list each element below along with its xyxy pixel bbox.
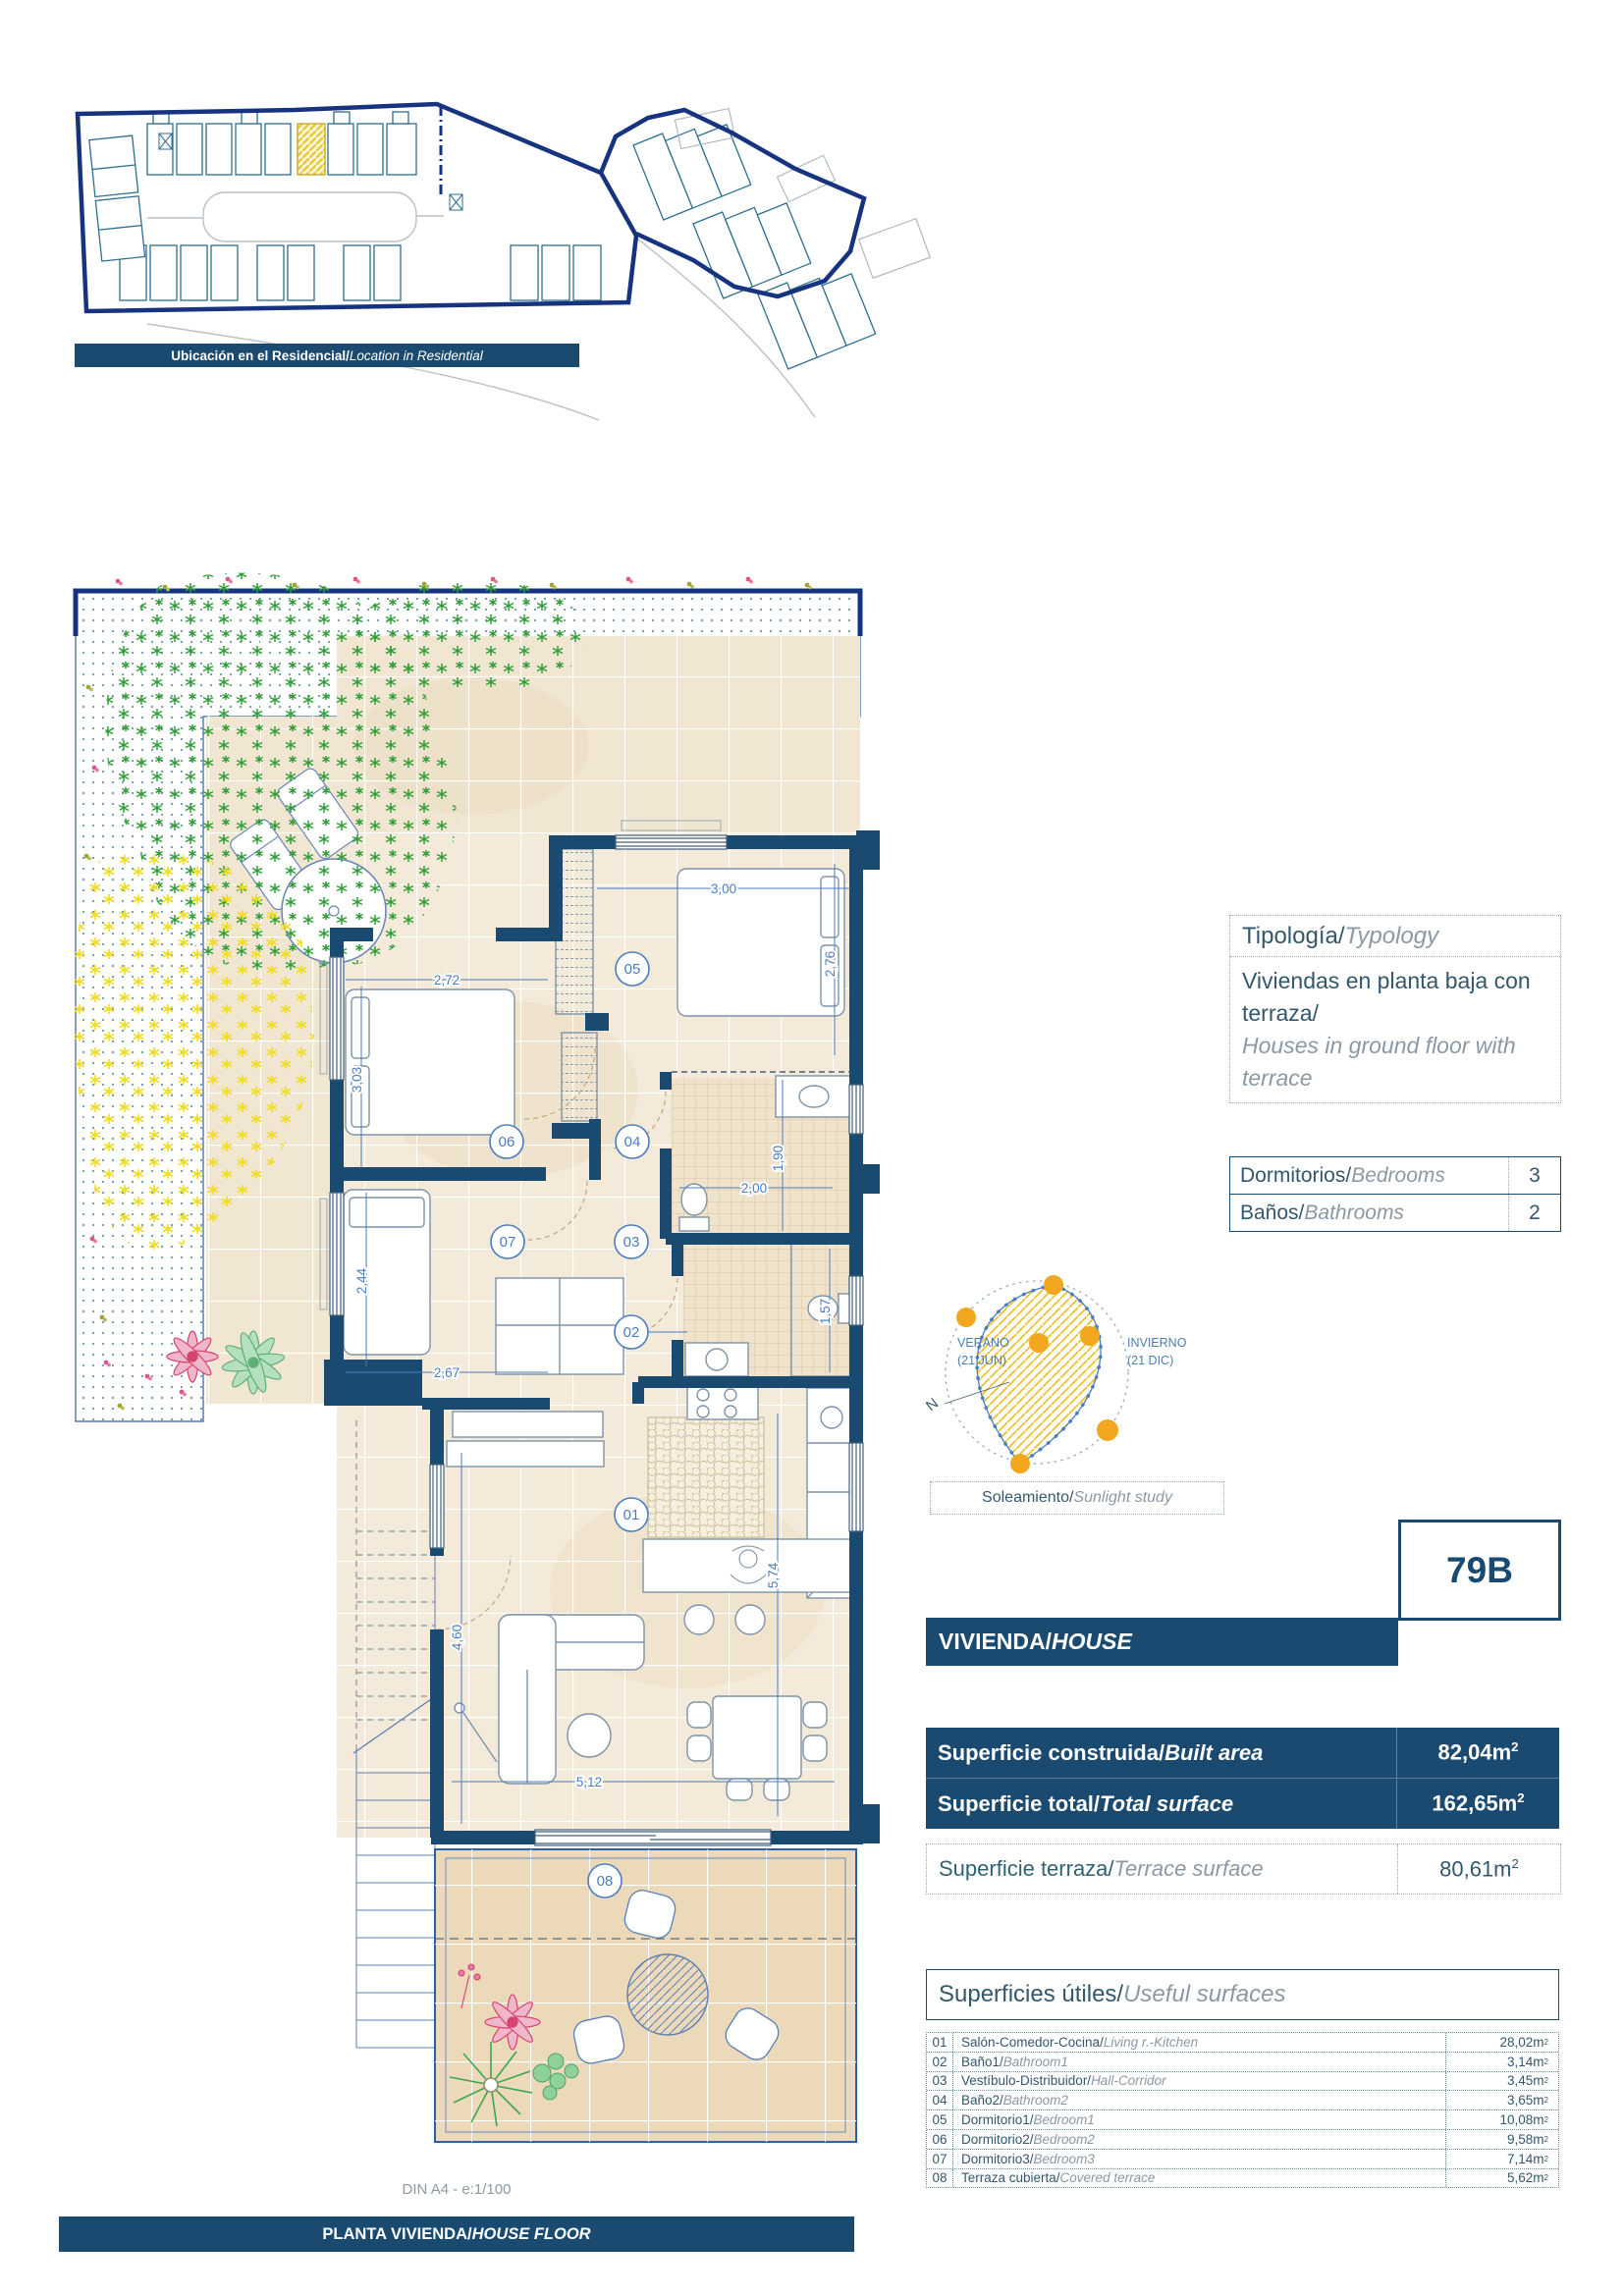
sunlight-study-diagram: [913, 1261, 1242, 1477]
row-name-es: Salón-Comedor-Cocina/: [961, 2034, 1104, 2050]
svg-text:VERANO: VERANO: [957, 1336, 1009, 1350]
row-num: 04: [927, 2091, 953, 2109]
site-caption-es: Ubicación en el Residencial/: [171, 347, 350, 363]
row-name-en: Bedroom2: [1033, 2131, 1095, 2147]
svg-text:4,60: 4,60: [450, 1624, 464, 1651]
row-name-en: Hall-Corridor: [1091, 2073, 1166, 2089]
bedrooms-label-en: Bedrooms: [1351, 1163, 1445, 1187]
svg-text:04: 04: [623, 1134, 641, 1150]
row-num: 01: [927, 2033, 953, 2052]
svg-text:06: 06: [498, 1134, 515, 1150]
row-name-en: Bathroom2: [1002, 2093, 1068, 2109]
row-area: 9,58m 2: [1445, 2130, 1558, 2149]
row-name-es: Dormitorio1/: [961, 2112, 1034, 2128]
site-houses-bottom-row: [120, 245, 601, 300]
table-row: [927, 2109, 1558, 2129]
row-name-en: Living r.-Kitchen: [1103, 2034, 1199, 2050]
svg-text:3,03: 3,03: [350, 1066, 364, 1094]
total-area-label-en: Total surface: [1100, 1790, 1234, 1816]
house-header-en: HOUSE: [1052, 1629, 1132, 1654]
total-area-label-es: Superficie total/: [938, 1790, 1101, 1816]
typology-text-en: Houses in ground floor with terrace: [1242, 1033, 1516, 1091]
house-header-bar: [926, 1618, 1398, 1666]
site-houses-right-section: [633, 110, 876, 369]
row-name-en: Bedroom3: [1033, 2151, 1095, 2166]
svg-text:(21 DIC): (21 DIC): [1127, 1354, 1174, 1367]
site-houses-top-row: [147, 112, 416, 175]
svg-text:02: 02: [623, 1324, 640, 1341]
site-houses-left-block: [89, 135, 145, 261]
row-area: 28,02m 2: [1445, 2033, 1558, 2052]
bedrooms-label: [1230, 1164, 1508, 1188]
house-header-es: VIVIENDA/: [939, 1629, 1053, 1654]
row-name-en: Covered terrace: [1059, 2170, 1156, 2186]
row-num: 03: [927, 2072, 953, 2091]
svg-text:5,74: 5,74: [766, 1562, 781, 1589]
typology-title-en: Typology: [1344, 923, 1439, 949]
svg-text:03: 03: [623, 1234, 640, 1251]
bathrooms-value: 2: [1508, 1195, 1560, 1231]
bathrooms-row: [1230, 1194, 1560, 1231]
table-row: [927, 2129, 1558, 2149]
table-row: [927, 2033, 1558, 2052]
residential-site-plan: [54, 54, 1036, 466]
total-area-value: $162,65m^2$: [1432, 1790, 1525, 1816]
svg-text:07: 07: [499, 1234, 516, 1251]
row-area: 3,65m 2: [1445, 2091, 1558, 2109]
typology-text: [1230, 957, 1560, 1102]
row-name: [953, 2132, 1445, 2147]
total-area-row: [926, 1778, 1559, 1829]
useful-surfaces-title-en: Useful surfaces: [1123, 1981, 1286, 2007]
row-name-en: Bathroom1: [1002, 2054, 1068, 2069]
floor-caption-bar: [59, 2216, 854, 2252]
table-row: [927, 2071, 1558, 2091]
typology-title-es: Tipología/: [1242, 923, 1345, 949]
svg-text:(21 JUN): (21 JUN): [957, 1354, 1007, 1367]
svg-text:08: 08: [596, 1873, 614, 1890]
row-num: 08: [927, 2169, 953, 2188]
table-row: [927, 2052, 1558, 2071]
built-area-label: [926, 1728, 1397, 1778]
row-name-es: Baño2/: [961, 2093, 1003, 2109]
sunlight-caption: [930, 1481, 1224, 1515]
svg-text:INVIERNO: INVIERNO: [1127, 1336, 1187, 1350]
scale-note: DIN A4 - e:1/100: [402, 2181, 512, 2198]
row-name-es: Baño1/: [961, 2054, 1003, 2069]
sunlight-caption-en: Sunlight study: [1073, 1489, 1172, 1506]
svg-text:05: 05: [623, 961, 641, 978]
built-area-row: [926, 1728, 1559, 1778]
row-area: 10,08m 2: [1445, 2110, 1558, 2129]
row-name-es: Vestíbulo-Distribuidor/: [961, 2073, 1092, 2089]
row-area: 7,14m 2: [1445, 2150, 1558, 2168]
svg-text:2,76: 2,76: [823, 950, 838, 978]
row-name: [953, 2035, 1445, 2050]
useful-surfaces-header: [926, 1969, 1559, 2020]
terrace-surface-label-es: Superficie terraza/: [939, 1856, 1114, 1881]
row-name: [953, 2093, 1445, 2108]
terrace: [435, 1849, 856, 2142]
terrace-surface-box: [926, 1843, 1561, 1895]
terrace-surface-label: [927, 1844, 1398, 1894]
bedrooms-value: 3: [1508, 1157, 1560, 1194]
svg-text:2,44: 2,44: [354, 1267, 369, 1295]
svg-text:1,57: 1,57: [818, 1298, 833, 1325]
row-name: [953, 2152, 1445, 2166]
table-row: [927, 2090, 1558, 2109]
unit-code: 79B: [1446, 1549, 1513, 1590]
row-num: 02: [927, 2053, 953, 2071]
site-caption-en: Location in Residential: [349, 347, 483, 363]
terrace-surface-value: $80,61m^2$: [1439, 1855, 1519, 1882]
bathrooms-label-en: Bathrooms: [1304, 1201, 1404, 1224]
site-highlighted-unit: [298, 124, 325, 175]
row-name-es: Dormitorio3/: [961, 2151, 1034, 2166]
north-label: N: [922, 1395, 943, 1415]
row-name-en: Bedroom1: [1033, 2112, 1095, 2128]
svg-text:5,12: 5,12: [575, 1775, 603, 1789]
bathrooms-label: [1230, 1201, 1508, 1225]
svg-text:2,00: 2,00: [740, 1181, 768, 1196]
unit-code-box: [1398, 1520, 1561, 1621]
bedrooms-row: [1230, 1157, 1560, 1194]
svg-text:3,00: 3,00: [710, 881, 737, 896]
surface-area-table: [926, 1728, 1559, 1829]
sunlight-caption-es: Soleamiento/: [982, 1489, 1074, 1506]
row-name-es: Terraza cubierta/: [961, 2170, 1060, 2186]
row-name-es: Dormitorio2/: [961, 2131, 1034, 2147]
row-num: 07: [927, 2150, 953, 2168]
total-area-label: [926, 1779, 1397, 1829]
row-area: 3,14m 2: [1445, 2053, 1558, 2071]
svg-text:1,90: 1,90: [771, 1145, 785, 1172]
useful-surfaces-table: [926, 2032, 1559, 2188]
row-name: [953, 2055, 1445, 2069]
terrace-table: [627, 1954, 708, 2035]
site-plan-caption-bar: [75, 344, 579, 367]
row-name: [953, 2073, 1445, 2088]
bedrooms-label-es: Dormitorios/: [1240, 1163, 1352, 1187]
svg-text:2,72: 2,72: [433, 973, 460, 988]
built-area-label-en: Built area: [1164, 1739, 1264, 1765]
row-num: 05: [927, 2110, 953, 2129]
bathrooms-label-es: Baños/: [1240, 1201, 1305, 1224]
svg-text:2,67: 2,67: [433, 1365, 460, 1380]
built-area-label-es: Superficie construida/: [938, 1739, 1165, 1765]
typology-title: [1230, 916, 1560, 957]
terrace-surface-label-en: Terrace surface: [1113, 1856, 1264, 1881]
row-num: 06: [927, 2130, 953, 2149]
kitchen-rug: [648, 1417, 764, 1537]
rooms-spec-table: [1229, 1156, 1561, 1232]
built-area-value: $82,04m^2$: [1437, 1739, 1519, 1765]
sun-band: [977, 1285, 1101, 1464]
row-name: [953, 2170, 1445, 2185]
row-name: [953, 2112, 1445, 2127]
typology-text-es: Viviendas en planta baja con terraza/: [1242, 968, 1531, 1026]
table-row: [927, 2149, 1558, 2168]
floor-caption-es: PLANTA VIVIENDA/: [322, 2224, 472, 2243]
svg-text:01: 01: [623, 1507, 640, 1523]
row-area: 5,62m 2: [1445, 2169, 1558, 2188]
useful-surfaces-title-es: Superficies útiles/: [939, 1981, 1124, 2007]
row-area: 3,45m 2: [1445, 2072, 1558, 2091]
typology-box: [1229, 915, 1561, 1103]
floor-caption-en: HOUSE FLOOR: [471, 2224, 591, 2243]
floor-plan: [59, 535, 893, 2164]
table-row: [927, 2168, 1558, 2188]
